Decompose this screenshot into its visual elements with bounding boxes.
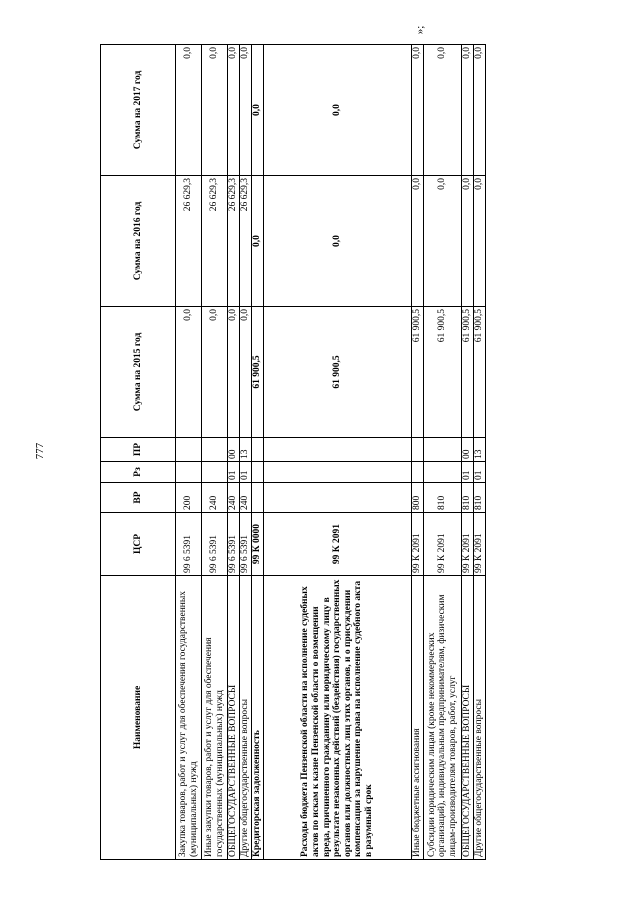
- table-row: [264, 45, 412, 860]
- row-name: Иные закупки товаров, работ и услуг для обеспечения государственных (муниципальных) нужд: [202, 576, 228, 860]
- header-2017: Сумма на 2017 год: [101, 45, 176, 176]
- row-rz: 01: [240, 462, 252, 483]
- row-pr: [176, 438, 202, 462]
- header-pr: ПР: [101, 438, 176, 462]
- row-pr: [424, 438, 462, 462]
- row-csr: 99 К 2091: [462, 513, 474, 576]
- row-name: Другие общегосударственные вопросы: [474, 576, 486, 860]
- row-rz: [176, 462, 202, 483]
- row-name: Другие общегосударственные вопросы: [240, 576, 252, 860]
- row-name: Закупка товаров, работ и услуг для обеспечения государственных (муниципальных) нужд: [176, 576, 202, 860]
- row-pr: [412, 438, 424, 462]
- header-2016: Сумма на 2016 год: [101, 176, 176, 307]
- row-2016: 0,0: [264, 176, 412, 307]
- row-2015: 61 900,5: [252, 307, 264, 438]
- table-row: [228, 45, 240, 860]
- row-csr: 99 6 5391: [202, 513, 228, 576]
- row-vr: 240: [228, 483, 240, 513]
- table-header-row: [101, 45, 176, 860]
- row-2015: 61 900,5: [462, 307, 474, 438]
- row-pr: [202, 438, 228, 462]
- row-rz: 01: [462, 462, 474, 483]
- row-2017: 0,0: [264, 45, 412, 176]
- row-csr: 99 К 2091: [424, 513, 462, 576]
- row-2017: 0,0: [412, 45, 424, 176]
- table-row: [202, 45, 228, 860]
- row-name: Кредиторская задолженность: [252, 576, 264, 860]
- row-csr: 99 К 0000: [252, 513, 264, 576]
- header-rz: Рз: [101, 462, 176, 483]
- row-vr: [264, 483, 412, 513]
- row-vr: 200: [176, 483, 202, 513]
- row-pr: 00: [228, 438, 240, 462]
- row-vr: 240: [202, 483, 228, 513]
- budget-table: [100, 44, 486, 860]
- table-row: [240, 45, 252, 860]
- row-pr: [252, 438, 264, 462]
- row-rz: 01: [228, 462, 240, 483]
- table-row: [474, 45, 486, 860]
- header-vr: ВР: [101, 483, 176, 513]
- row-2015: 0,0: [176, 307, 202, 438]
- row-csr: 99 6 5391: [240, 513, 252, 576]
- row-rz: [252, 462, 264, 483]
- row-csr: 99 К 2091: [474, 513, 486, 576]
- row-name: ОБЩЕГОСУДАРСТВЕННЫЕ ВОПРОСЫ: [462, 576, 474, 860]
- row-pr: 00: [462, 438, 474, 462]
- row-2016: 0,0: [424, 176, 462, 307]
- row-2017: 0,0: [202, 45, 228, 176]
- row-2016: 26 629,3: [176, 176, 202, 307]
- table-row: [176, 45, 202, 860]
- row-rz: [264, 462, 412, 483]
- row-2015: 61 900,5: [474, 307, 486, 438]
- row-rz: [202, 462, 228, 483]
- row-rz: [412, 462, 424, 483]
- row-2015: 61 900,5: [264, 307, 412, 438]
- row-vr: [252, 483, 264, 513]
- table-row: [462, 45, 474, 860]
- row-vr: 810: [424, 483, 462, 513]
- row-2015: 0,0: [202, 307, 228, 438]
- table-row: [412, 45, 424, 860]
- row-2015: 61 900,5: [412, 307, 424, 438]
- row-rz: 01: [474, 462, 486, 483]
- row-pr: [264, 438, 412, 462]
- row-2017: 0,0: [424, 45, 462, 176]
- row-2016: 26 629,3: [202, 176, 228, 307]
- row-2017: 0,0: [176, 45, 202, 176]
- row-2017: 0,0: [462, 45, 474, 176]
- row-2017: 0,0: [474, 45, 486, 176]
- row-csr: 99 К 2091: [264, 513, 412, 576]
- row-2015: 0,0: [240, 307, 252, 438]
- row-2016: 0,0: [462, 176, 474, 307]
- row-csr: 99 6 5391: [176, 513, 202, 576]
- row-name: Расходы бюджета Пензенской области на исполнение судебных актов по искам к казне Пензенской области о возмещении вреда, причиненного гражданину или юридическому лицу в результате незаконных действий (бездействия) государственных органов или должностных лиц этих органов, и о присуждении компенсации за нарушение права на исполнение судебного акта в разумный срок: [264, 576, 412, 860]
- row-pr: 13: [474, 438, 486, 462]
- row-2017: 0,0: [252, 45, 264, 176]
- page-number: 777: [34, 442, 46, 460]
- header-name: Наименование: [101, 576, 176, 860]
- row-2015: 61 900,5: [424, 307, 462, 438]
- row-name: ОБЩЕГОСУДАРСТВЕННЫЕ ВОПРОСЫ: [228, 576, 240, 860]
- row-vr: 800: [412, 483, 424, 513]
- closing-quote-mark: »;: [414, 25, 426, 35]
- table-row: [252, 45, 264, 860]
- row-2016: 26 629,3: [240, 176, 252, 307]
- row-2017: 0,0: [240, 45, 252, 176]
- row-name: Субсидии юридическим лицам (кроме некоммерческих организаций), индивидуальным предпринимателям, физическим лицам-производителям товаров, работ, услуг: [424, 576, 462, 860]
- row-csr: 99 К 2091: [412, 513, 424, 576]
- rotated-table-container: [100, 45, 485, 860]
- row-rz: [424, 462, 462, 483]
- row-pr: 13: [240, 438, 252, 462]
- row-2017: 0,0: [228, 45, 240, 176]
- header-2015: Сумма на 2015 год: [101, 307, 176, 438]
- row-2016: 0,0: [412, 176, 424, 307]
- row-name: Иные бюджетные ассигнования: [412, 576, 424, 860]
- row-2016: 26 629,3: [228, 176, 240, 307]
- row-csr: 99 6 5391: [228, 513, 240, 576]
- row-vr: 240: [240, 483, 252, 513]
- row-vr: 810: [462, 483, 474, 513]
- row-vr: 810: [474, 483, 486, 513]
- row-2016: 0,0: [474, 176, 486, 307]
- header-csr: ЦСР: [101, 513, 176, 576]
- table-row: [424, 45, 462, 860]
- row-2016: 0,0: [252, 176, 264, 307]
- row-2015: 0,0: [228, 307, 240, 438]
